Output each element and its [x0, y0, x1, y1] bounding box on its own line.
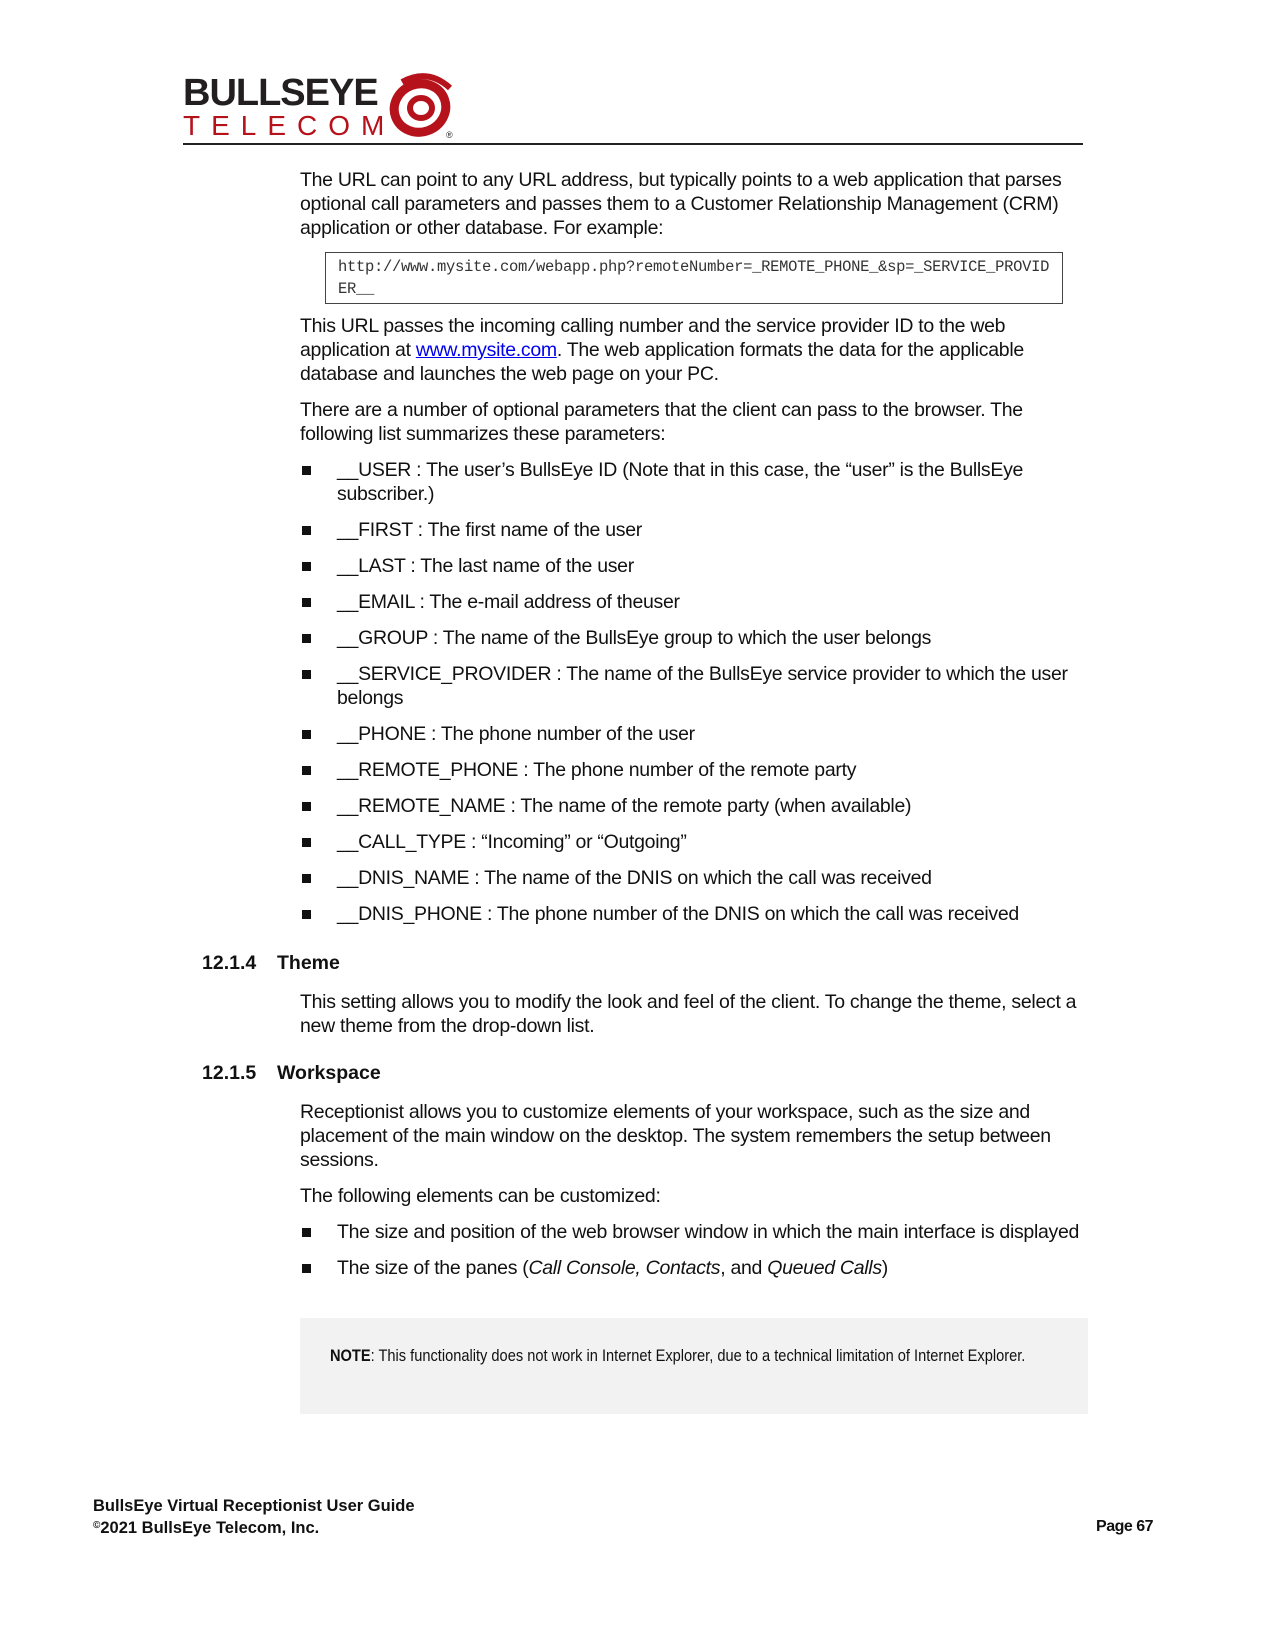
bullet-icon — [302, 730, 311, 739]
bullet-icon — [302, 1264, 311, 1273]
list-item: __GROUP : The name of the BullsEye group to which the user belongs — [300, 626, 1090, 650]
bullet-icon — [302, 910, 311, 919]
url-explanation-text: This URL passes the incoming calling number and the service provider ID to the web application at — [300, 315, 1006, 361]
note-box — [300, 1318, 1088, 1414]
note-body: : This functionality does not work in Internet Explorer, due to a technical limitation of Internet Explorer. — [370, 1346, 1026, 1365]
bullet-icon — [302, 526, 311, 535]
bullet-icon — [302, 874, 311, 883]
theme-paragraph: This setting allows you to modify the look and feel of the client. To change the theme, select a new theme from the drop-down list. — [300, 991, 1077, 1037]
bullet-icon — [302, 562, 311, 571]
theme-section — [300, 990, 1090, 1050]
list-item: __EMAIL : The e-mail address of theuser — [300, 590, 1090, 614]
list-item: __LAST : The last name of the user — [300, 554, 1090, 578]
list-item: __USER : The user’s BullsEye ID (Note that in this case, the “user” is the BullsEye subscriber.) — [300, 458, 1090, 506]
parameter-list — [300, 458, 1090, 926]
logo-wordmark-top: BULLSEYE — [183, 72, 378, 114]
page-number: Page 67 — [1096, 1518, 1153, 1535]
bullet-icon — [302, 766, 311, 775]
workspace-paragraph: Receptionist allows you to customize elements of your workspace, such as the size and placement of the main window on the desktop. The system remembers the setup between sessions. — [300, 1101, 1051, 1171]
mysite-link[interactable]: www.mysite.com — [415, 339, 557, 361]
workspace-section-number: 12.1.5 — [202, 1062, 257, 1084]
copyright-symbol: © — [93, 1520, 101, 1531]
parameters-intro-paragraph: There are a number of optional parameters that the client can pass to the browser. The following list summarizes these parameters: — [300, 399, 1023, 445]
workspace-list-intro: The following elements can be customized: — [300, 1185, 661, 1207]
list-item: __SERVICE_PROVIDER : The name of the BullsEye service provider to which the user belongs — [300, 662, 1090, 710]
footer-copyright — [93, 1517, 415, 1539]
bullet-icon — [302, 466, 311, 475]
theme-section-number: 12.1.4 — [202, 952, 257, 974]
list-item: __FIRST : The first name of the user — [300, 518, 1090, 542]
bullet-icon — [302, 802, 311, 811]
list-item: __REMOTE_NAME : The name of the remote party (when available) — [300, 794, 1090, 818]
workspace-list — [300, 1220, 1090, 1280]
list-item: __REMOTE_PHONE : The phone number of the remote party — [300, 758, 1090, 782]
header-rule — [183, 143, 1083, 145]
workspace-section-title: Workspace — [277, 1062, 381, 1084]
url-explanation-paragraph — [300, 314, 1090, 386]
bullet-icon — [302, 634, 311, 643]
logo-wordmark-bottom: TELECOM — [183, 110, 396, 141]
list-item: The size of the panes (Call Console, Contacts, and Queued Calls) — [300, 1256, 1090, 1280]
list-item: __DNIS_PHONE : The phone number of the DNIS on which the call was received — [300, 902, 1090, 926]
bullseye-target-icon — [388, 70, 458, 140]
example-url-code: http://www.mysite.com/webapp.php?remoteNumber=_REMOTE_PHONE_&sp=_SERVICE_PROVIDER__ — [325, 252, 1063, 304]
registered-mark: ® — [446, 130, 453, 140]
copyright-text: 2021 BullsEye Telecom, Inc. — [100, 1519, 320, 1537]
footer-guide-info — [93, 1495, 415, 1539]
bullet-icon — [302, 838, 311, 847]
bullet-icon — [302, 670, 311, 679]
list-item: The size and position of the web browser window in which the main interface is displayed — [300, 1220, 1090, 1244]
theme-section-title: Theme — [277, 952, 340, 974]
list-item: __PHONE : The phone number of the user — [300, 722, 1090, 746]
page-header — [183, 70, 1083, 148]
url-explanation-text-end: . The web application formats the data for the applicable database and launches the web page on your PC. — [300, 339, 1024, 385]
note-text — [330, 1344, 1070, 1368]
bullet-icon — [302, 598, 311, 607]
bullet-icon — [302, 1228, 311, 1237]
body-content — [300, 168, 1090, 938]
list-item: __CALL_TYPE : “Incoming” or “Outgoing” — [300, 830, 1090, 854]
workspace-heading — [202, 1062, 381, 1085]
note-label: NOTE — [330, 1346, 371, 1365]
bullseye-logo — [183, 70, 473, 140]
url-intro-paragraph: The URL can point to any URL address, but typically points to a web application that parses optional call parameters and passes them to a Customer Relationship Management (CRM) application or other database. For example: — [300, 169, 1062, 239]
theme-heading — [202, 952, 340, 975]
list-item: __DNIS_NAME : The name of the DNIS on which the call was received — [300, 866, 1090, 890]
footer-guide-title: BullsEye Virtual Receptionist User Guide — [93, 1497, 415, 1515]
workspace-section — [300, 1100, 1090, 1292]
